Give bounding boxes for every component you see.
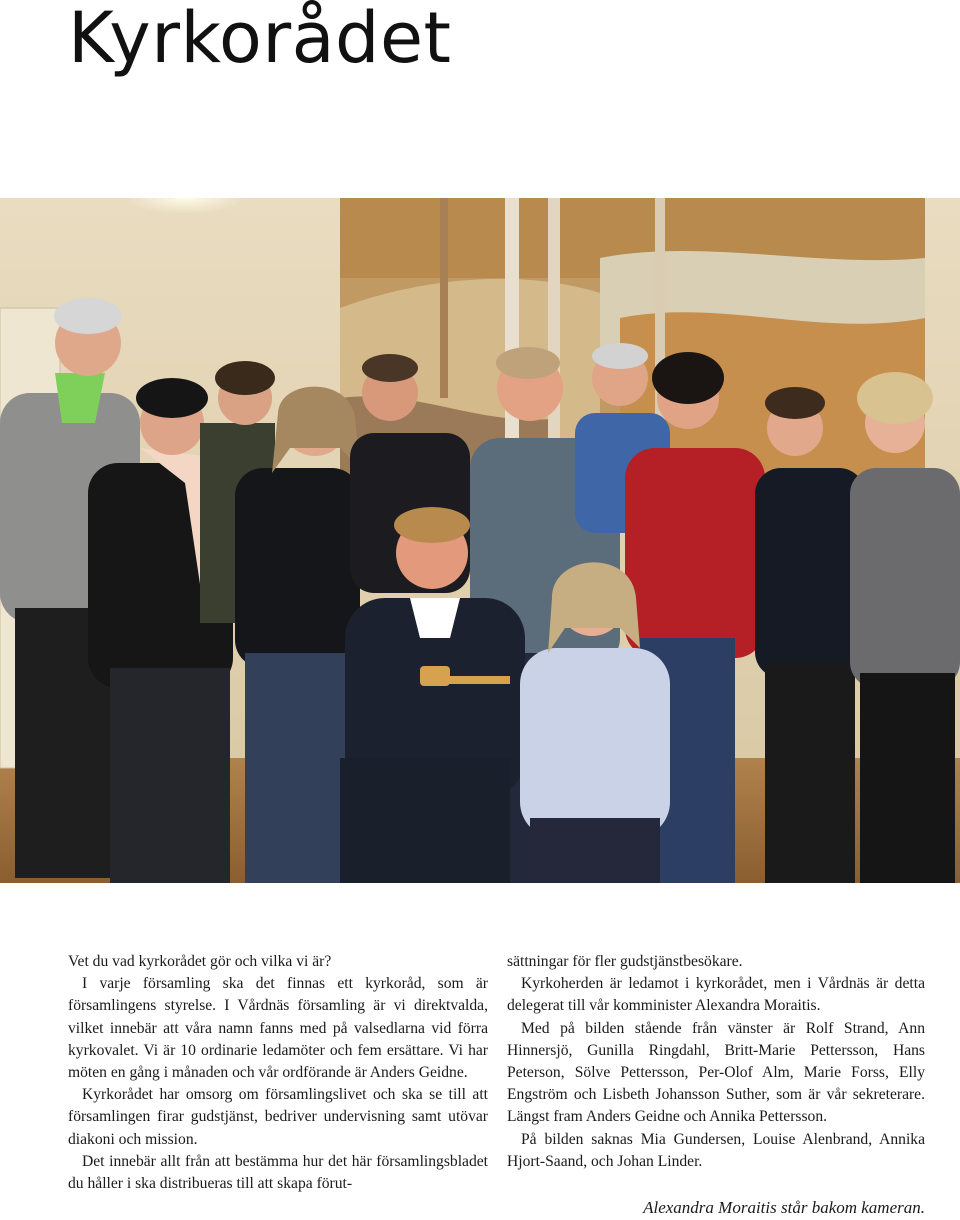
article-paragraph: Med på bilden stående från vänster är Rolf Strand, Ann Hinnersjö, Gunilla Ringdahl, Britt-Marie Pettersson, Hans Peterson, Sölve Pettersson, Per-Olof Alm, Marie Forss, Elly Engström och Lisbeth Johansson Suther, som är vår sekreterare. Längst fram Anders Geidne och Annika Pettersson. — [507, 1019, 925, 1126]
group-photo — [0, 198, 960, 883]
article-paragraph: Kyrkorådet har omsorg om församlingslivet och ska se till att församlingen firar gudstjänst, bedriver undervisning samt utövar diakoni och mission. — [68, 1086, 488, 1148]
article-paragraph: I varje församling ska det finnas ett kyrkoråd, som är församlingens styrelse. I Vårdnäs församling är vi direktvalda, vilket innebär att våra namn fanns med på valsedlarna vid förra kyrkovalet. Vi är 10 ordinarie ledamöter och fem ersättare. Vi har möten en gång i månaden och vår ordförande är Anders Geidne. — [68, 975, 488, 1082]
article-left-column — [68, 951, 488, 1195]
article-paragraph: sättningar för fler gudstjänstbesökare. — [507, 953, 743, 970]
article-paragraph: Vet du vad kyrkorådet gör och vilka vi är? — [68, 953, 332, 970]
article-paragraph: Kyrkoherden är ledamot i kyrkorådet, men i Vårdnäs är detta delegerat till vår komminister Alexandra Moraitis. — [507, 975, 925, 1015]
page-title: Kyrkorådet — [68, 0, 452, 79]
article-paragraph: På bilden saknas Mia Gundersen, Louise Alenbrand, Annika Hjort-Saand, och Johan Linder. — [507, 1130, 925, 1170]
article-right-column — [507, 951, 925, 1173]
article-paragraph: Det innebär allt från att bestämma hur det här församlingsbladet du håller i ska distribueras till att skapa förut- — [68, 1152, 488, 1193]
photographer-note: Alexandra Moraitis står bakom kameran. — [643, 1198, 925, 1217]
